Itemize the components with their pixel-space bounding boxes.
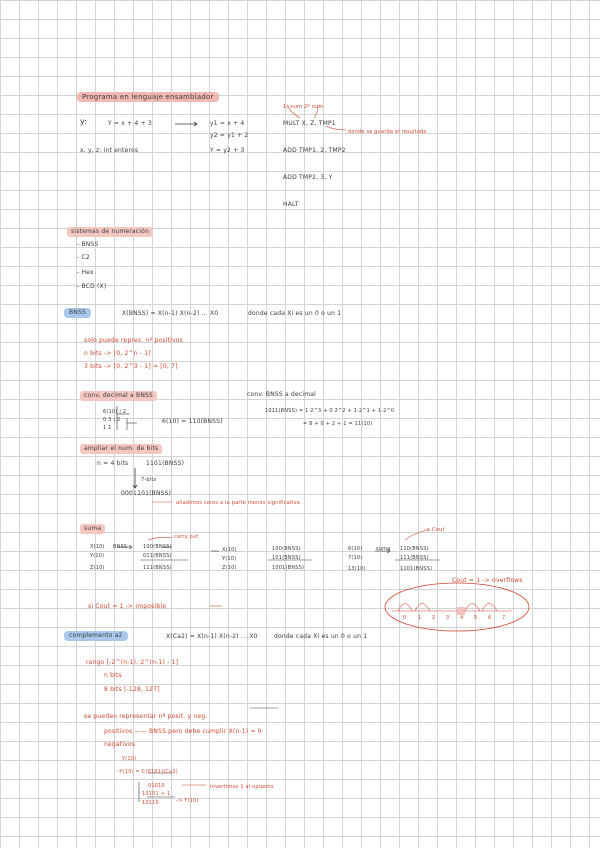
numberline-2: 2 [432, 615, 436, 621]
suma-col2-a: 100(BNSS) [272, 546, 301, 552]
programa-step-3: Y = y2 + 3 [210, 147, 245, 154]
c2-neg-box-2: 10101 + 1 [142, 791, 171, 797]
suma-col3-b: 111(BNSS) [400, 555, 429, 561]
suma-col2-left-z: Z(10) [222, 565, 237, 571]
bnss-note-1: solo puede repres. nº positivos [84, 337, 183, 344]
programa-right-note: donde se guarda el resultado [348, 129, 427, 135]
sistemas-item-hex: - Hex [77, 269, 94, 276]
c2-repres: se pueden representar nº posit. y neg. [84, 713, 208, 720]
suma-col2-left-y: Y(10) [222, 556, 237, 562]
suma-imposible-note: si Cout = 1 -> imposible [88, 603, 167, 610]
c2-n-bits: n bits [104, 672, 122, 679]
programa-y-label: y: [80, 117, 88, 126]
numberline-0: 0 [403, 615, 407, 621]
suma-cout-note: -> Cout [424, 527, 445, 533]
c2-rango: rango [-2^(n-1), 2^(n-1) - 1] [86, 659, 179, 666]
c2-title: complemento a2 [64, 631, 128, 641]
programa-top-note: 1r num 2º num [283, 104, 324, 110]
ampliar-note: añadimos ceros a la parte menos significativa [176, 500, 301, 506]
programa-step-2: y2 = y1 + 2 [210, 132, 249, 139]
c2-neg-note: invertimos 1 al opuesto [210, 784, 274, 790]
conv-division-3: 1 1 [103, 425, 112, 431]
sistemas-item-bcd: - BCD (X) [77, 283, 107, 290]
suma-op1-y: Y(10) [90, 553, 105, 559]
suma-overflow-note: Cout = 1 -> overflows [452, 577, 523, 584]
sistemas-item-c2: - C2 [77, 254, 90, 261]
numberline-1: 1 [418, 615, 422, 621]
conv-right-line-2: = 8 + 0 + 2 + 1 = 11(10) [303, 421, 373, 427]
suma-col2-left-x: X(10) [222, 547, 237, 553]
bnss-note-2: n bits -> [0, 2^n - 1] [84, 350, 151, 357]
conv-right-line-1: 1011(BNSS) = 1·2^3 + 0·2^2 + 1·2^1 + 1·2^0 [265, 408, 395, 414]
c2-positivos: positivos —— BNSS pero debe cumplir X(n-1) = 0 [104, 728, 262, 735]
c2-neg-step-1: -Y(10) = C(0101)(Ca2) [118, 769, 178, 775]
c2-eight-bits: 8 bits [-128, 127] [104, 686, 160, 693]
asm-line-4: HALT [283, 201, 299, 208]
numberline-5: 5 [474, 615, 478, 621]
c2-neg-result: -> Y(10) [176, 798, 199, 804]
bnss-note-3: 3 bits -> [0, 2^3 - 1] = [0, 7] [84, 363, 178, 370]
asm-line-2: ADD TMP1, 2, TMP2 [283, 147, 346, 154]
numberline-7: 7 [502, 615, 506, 621]
suma-col3-a: 110(BNSS) [400, 546, 429, 552]
programa-title: Programa en lenguaje ensamblador [77, 92, 219, 102]
programa-step-1: y1 = x + 4 [210, 120, 245, 127]
numberline-4: 4 [460, 615, 464, 621]
suma-bnss-label: BNSS [113, 544, 128, 550]
suma-col1-c: 111(BNSS) [143, 565, 172, 571]
c2-neg-value: Y(10) [122, 756, 137, 762]
conv-title: conv. decimal a BNSS [80, 391, 157, 401]
c2-formula: X(Ca2) = X(n-1) X(n-2) ... X0 [166, 633, 258, 640]
ampliar-n-bits: n = 4 bits [97, 460, 129, 467]
numberline-6: 6 [488, 615, 492, 621]
suma-op1-x: X(10) [90, 544, 105, 550]
sistemas-title: sistemas de numeración [67, 227, 153, 237]
suma-op1-z: Z(10) [90, 565, 105, 571]
suma-col3-left-c: 13(10) [348, 566, 366, 572]
conv-division-1: 6(10) | 2 [103, 409, 127, 415]
asm-line-1: MULT X, Z, TMP1 [283, 120, 336, 127]
suma-col3-left-a: 6(10) [348, 546, 363, 552]
conv-right-title: conv. BNSS a decimal [247, 391, 317, 398]
conv-result: 6(10) = 110(BNSS) [162, 418, 223, 425]
ampliar-arrow-label: 7-bits [141, 477, 157, 483]
c2-formula-note: donde cada Xi es un 0 o un 1 [274, 633, 368, 640]
suma-col2-c: 1001(BNSS) [272, 565, 305, 571]
suma-carry-note: carry out [174, 534, 199, 540]
numberline-3: 3 [446, 615, 450, 621]
programa-vars-note: x, y, z: int enteros [80, 147, 139, 154]
programa-equation: Y = x + 4 + 3 [108, 120, 152, 127]
bnss-title: BNSS [64, 308, 91, 318]
suma-col2-b: 101(BNSS) [272, 555, 301, 561]
bnss-formula-note: donde cada Xi es un 0 o un 1 [248, 310, 342, 317]
suma-col3-left-b: 7(10) [348, 555, 363, 561]
suma-col3-label: suma [376, 546, 391, 552]
ampliar-value-1: 1101(BNSS) [146, 460, 185, 467]
sistemas-item-bnss: - BNSS [77, 241, 99, 248]
c2-negativos: negativos [104, 741, 136, 748]
ampliar-title: ampliar el num. de bits [80, 444, 162, 454]
suma-title: suma [80, 524, 105, 534]
suma-col3-c: 1101(BNSS) [400, 566, 433, 572]
asm-line-3: ADD TMP2, 3, Y [283, 174, 333, 181]
conv-division-2: 0 3 | 2 [103, 417, 121, 423]
c2-neg-box-1: 01010 [148, 783, 165, 789]
suma-col1-a: 100(BNSS) [143, 544, 172, 550]
ampliar-value-2: 0001101(BNSS) [121, 490, 172, 497]
bnss-formula: X(BNSS) = X(n-1) X(n-2) ... X0 [122, 310, 219, 317]
suma-col1-b: 011(BNSS) [143, 553, 172, 559]
c2-neg-box-3: 10110 [142, 800, 159, 806]
